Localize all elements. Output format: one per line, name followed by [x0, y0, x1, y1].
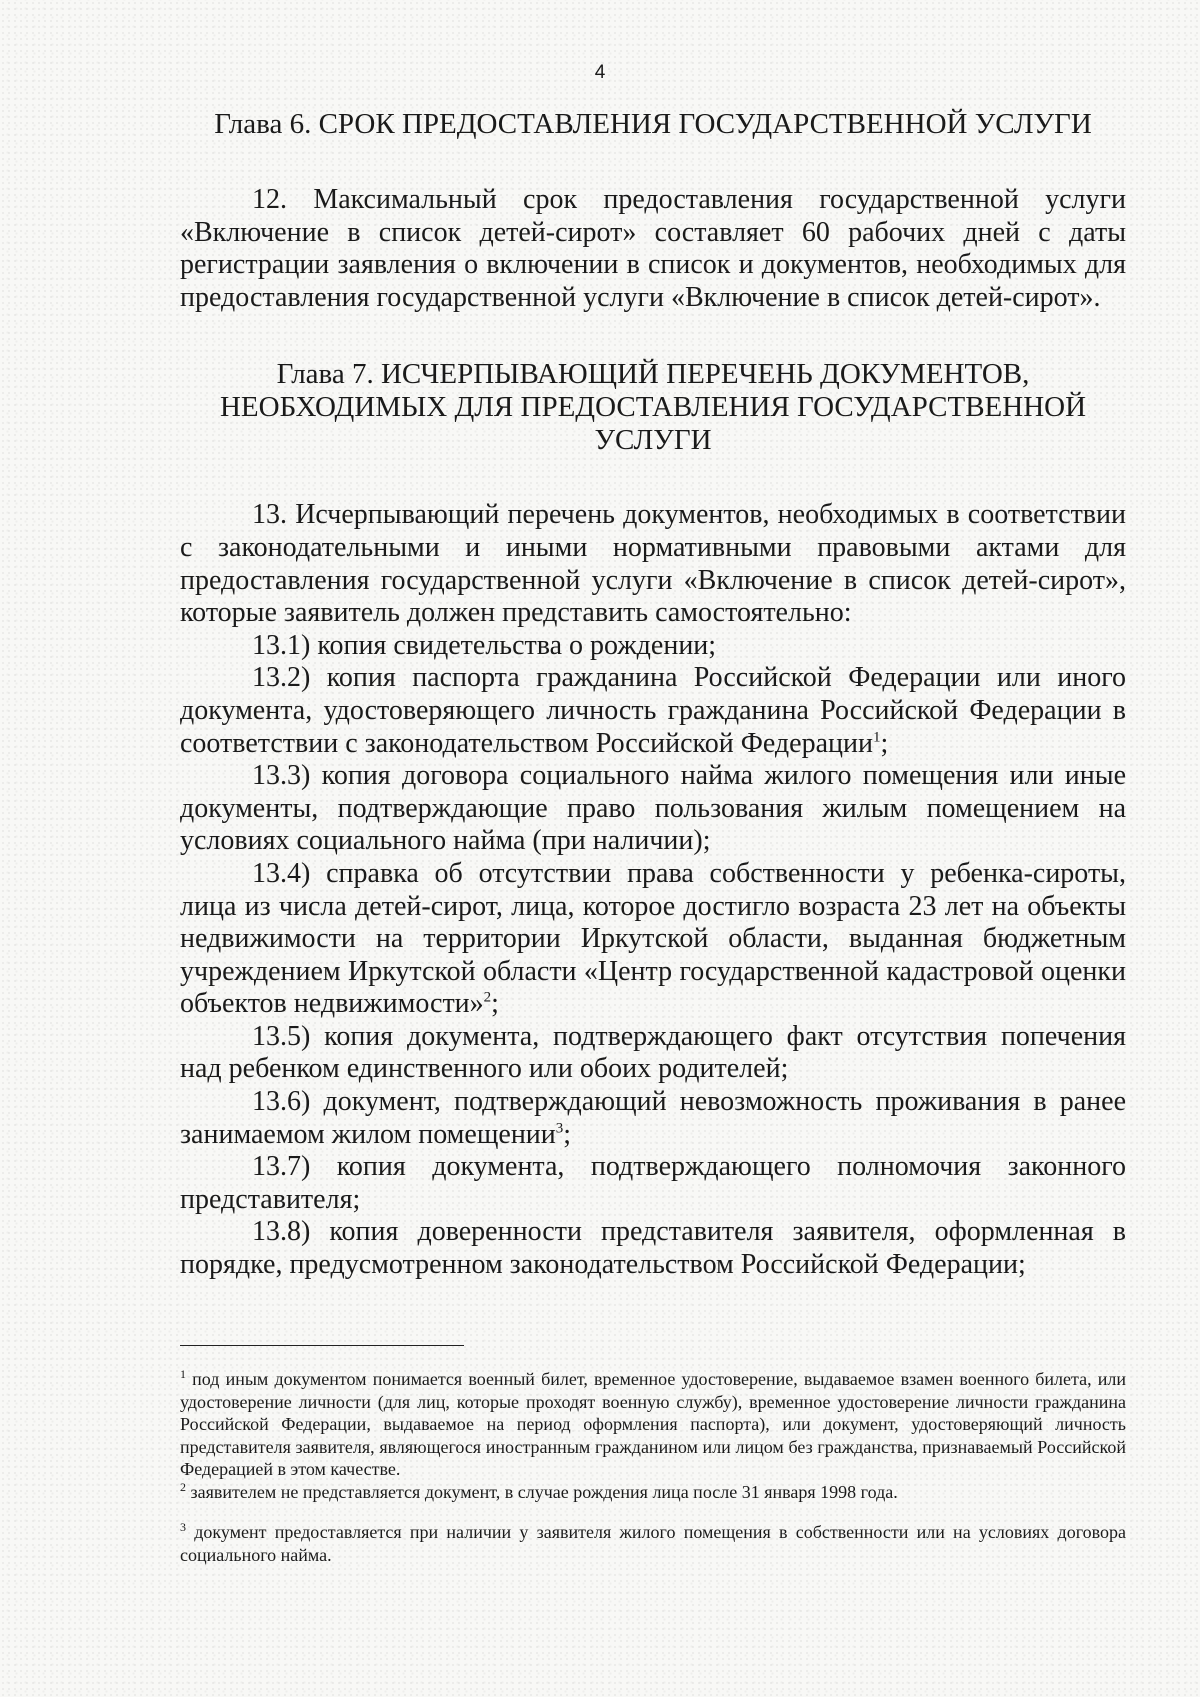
item-13-4-text: 13.4) справка об отсутствии права собственности у ребенка-сироты, лица из числа детей-сирот, лица, которое достигло возраста 23 лет на объекты недвижимости на территории Иркутской области, выданная бюджетным учреждением Иркутской области «Центр государственной кадастровой оценки объектов недвижимости»: [180, 857, 1126, 1020]
footnote-ref-2: 2: [483, 989, 492, 1006]
footnote-ref-3: 3: [555, 1120, 564, 1137]
footnote-ref-1: 1: [872, 729, 881, 746]
footnote-2-mark: 2: [180, 1479, 186, 1494]
item-13-6-text: 13.6) документ, подтверждающий невозможность проживания в ранее занимаемом жилом помещении: [180, 1086, 1126, 1150]
paragraph-12: 12. Максимальный срок предоставления государственной услуги «Включение в список детей-сирот» составляет 60 рабочих дней с даты регистрации заявления о включении в список и документов, необходимых для предоставления государственной услуги «Включение в список детей-сирот».: [180, 184, 1126, 313]
item-13-6-tail: ;: [563, 1118, 572, 1150]
item-13-3: 13.3) копия договора социального найма жилого помещения или иные документы, подтверждающие право пользования жилым помещением на условиях социального найма (при наличии);: [180, 760, 1126, 857]
footnote-3: [180, 1521, 1126, 1566]
footnotes: [180, 1345, 1126, 1566]
footnote-1-text: под иным документом понимается военный билет, временное удостоверение, выдаваемое взамен военного билета, или удостоверение личности (для лиц, которые проходят военную службу), временное удостоверение личности гражданина Российской Федерации, выдаваемое на период оформления паспорта), или документ, удостоверяющий личность представителя заявителя, являющегося иностранным гражданином или лицом без гражданства, признаваемый Российской Федерацией в этом качестве.: [180, 1369, 1126, 1479]
item-13-8: 13.8) копия доверенности представителя заявителя, оформленная в порядке, предусмотренном законодательством Российской Федерации;: [180, 1216, 1126, 1281]
item-13-2-text: 13.2) копия паспорта гражданина Российской Федерации или иного документа, удостоверяющего личность гражданина Российской Федерации в соответствии с законодательством Российской Федерации: [180, 662, 1126, 759]
paragraph-13: 13. Исчерпывающий перечень документов, необходимых в соответствии с законодательными и иными нормативными правовыми актами для предоставления государственной услуги «Включение в список детей-сирот», которые заявитель должен представить самостоятельно:: [180, 499, 1126, 629]
item-13-2-tail: ;: [880, 727, 889, 759]
footnote-2-text: заявителем не представляется документ, в случае рождения лица после 31 января 1998 года.: [186, 1481, 898, 1502]
item-13-7: 13.7) копия документа, подтверждающего полномочия законного представителя;: [180, 1151, 1126, 1215]
item-13-4: [180, 858, 1126, 1021]
footnote-1-mark: 1: [180, 1367, 186, 1381]
footnote-3-text: документ предоставляется при наличии у заявителя жилого помещения в собственности или на условиях договора социального найма.: [180, 1522, 1126, 1565]
chapter-6-heading: Глава 6. СРОК ПРЕДОСТАВЛЕНИЯ ГОСУДАРСТВЕННОЙ УСЛУГИ: [214, 108, 1092, 140]
item-13-4-tail: ;: [491, 988, 499, 1020]
item-13-1: 13.1) копия свидетельства о рождении;: [252, 629, 717, 661]
item-13-6: [180, 1086, 1126, 1151]
footnote-separator: [180, 1345, 464, 1346]
page-number: 4: [594, 62, 606, 83]
footnote-3-mark: 3: [180, 1520, 186, 1534]
item-13-2: [180, 662, 1126, 760]
item-13-5: 13.5) копия документа, подтверждающего факт отсутствия попечения над ребенком единственного или обоих родителей;: [180, 1020, 1126, 1085]
footnote-1: [180, 1368, 1126, 1481]
chapter-7-heading-text: Глава 7. ИСЧЕРПЫВАЮЩИЙ ПЕРЕЧЕНЬ ДОКУМЕНТОВ, НЕОБХОДИМЫХ ДЛЯ ПРЕДОСТАВЛЕНИЯ ГОСУДАРСТВЕННОЙ УСЛУГИ: [219, 358, 1087, 457]
chapter-7-heading: [180, 358, 1126, 457]
document-body: [180, 108, 1126, 1282]
footnote-2: [180, 1481, 1126, 1504]
